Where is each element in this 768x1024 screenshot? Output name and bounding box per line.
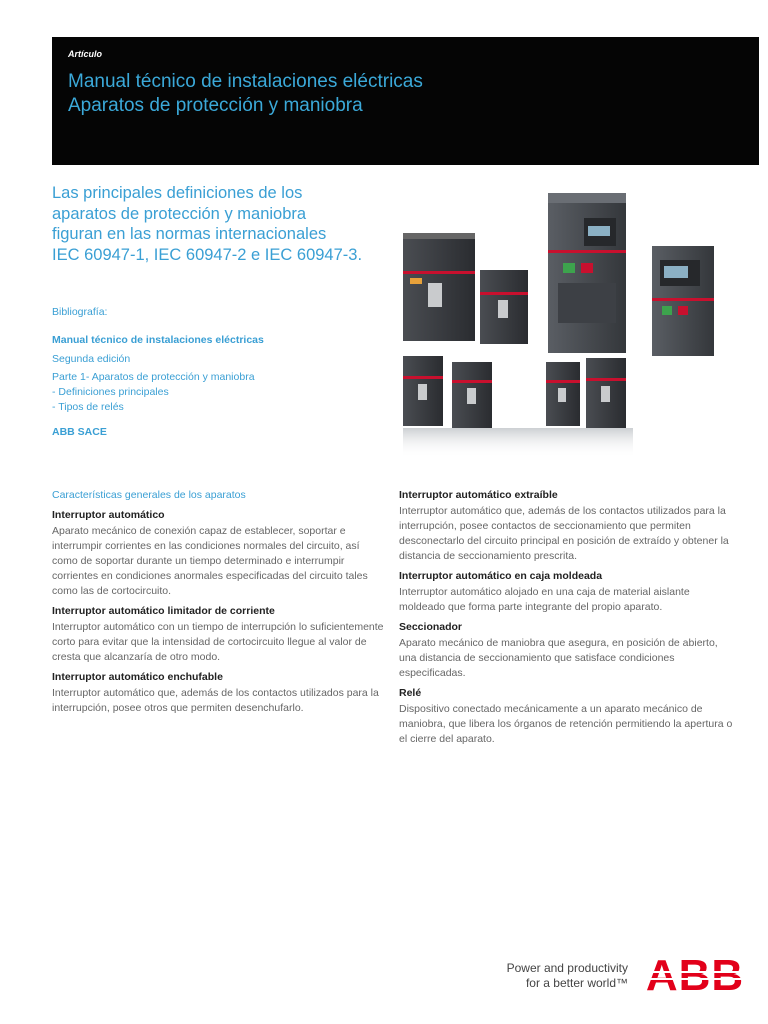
entry-heading: Interruptor automático	[52, 509, 165, 521]
lead-line: aparatos de protección y maniobra	[52, 204, 307, 223]
article-title-line2: Aparatos de protección y maniobra	[68, 95, 363, 116]
abb-logo	[645, 952, 745, 996]
slogan	[480, 961, 628, 991]
section-title: Características generales de los aparatos	[52, 489, 246, 501]
left-column	[52, 488, 387, 721]
floor-reflection	[403, 428, 633, 458]
bibliography-part: Parte 1- Aparatos de protección y maniobra	[52, 371, 255, 383]
bibliography-label: Bibliografía:	[52, 306, 108, 318]
lead-line: figuran en las normas internacionales	[52, 225, 327, 243]
article-kicker: Artículo	[68, 49, 103, 59]
mccb-large	[403, 233, 475, 341]
slogan-line1: Power and productivity	[506, 961, 628, 975]
acb-large	[548, 193, 626, 353]
entry-heading: Interruptor automático enchufable	[52, 671, 223, 683]
bibliography-book-title: Manual técnico de instalaciones eléctricas	[52, 334, 264, 346]
bibliography-item: - Definiciones principales	[52, 386, 169, 398]
lead-paragraph	[52, 183, 382, 265]
entry-heading: Relé	[399, 687, 422, 699]
mccb-medium	[480, 270, 528, 344]
mccb-small-row	[403, 356, 626, 428]
lead-line: IEC 60947-1, IEC 60947-2 e IEC 60947-3.	[52, 245, 363, 264]
bibliography-item: - Tipos de relés	[52, 401, 124, 413]
article-title-line1: Manual técnico de instalaciones eléctricas	[68, 71, 423, 92]
entry-heading: Interruptor automático extraíble	[399, 489, 558, 501]
entry-heading: Seccionador	[399, 621, 463, 633]
bibliography-edition: Segunda edición	[52, 353, 131, 365]
acb-right	[652, 246, 714, 356]
right-column	[399, 488, 734, 752]
entry-heading: Interruptor automático en caja moldeada	[399, 570, 603, 582]
circuit-breakers-image	[398, 188, 738, 463]
slogan-line2: for a better world™	[525, 976, 628, 990]
entry-body: Aparato mecánico de conexión capaz de establecer, soportar e interrumpir corrientes en las condiciones normales del circuito, así como de soportar durante un tiempo determinado e interrumpir corrientes en condiciones anormales especificadas del circuito tales como las de cortocircuito.	[52, 525, 368, 597]
entry-body: Interruptor automático que, además de los contactos utilizados para la interrupción, posee otros que permiten desenchufarlo.	[52, 687, 379, 714]
abb-logo-text: ABB	[645, 952, 745, 996]
entry-body: Aparato mecánico de maniobra que asegura, en posición de abierto, una distancia de seccionamiento que satisface condiciones especificadas.	[399, 637, 718, 679]
lead-line: Las principales definiciones de los	[52, 184, 303, 202]
entry-body: Interruptor automático con un tiempo de interrupción lo suficientemente corto para evitar que la intensidad de cortocircuito llegue al valor de cresta que alcanzaría de otro modo.	[52, 621, 384, 663]
entry-body: Dispositivo conectado mecánicamente a un aparato mecánico de maniobra, que libera los órganos de retención permitiendo la apertura o el cierre del aparato.	[399, 703, 733, 745]
entry-body: Interruptor automático que, además de los contactos utilizados para la interrupción, posee contactos de seccionamiento que permiten desconectarlo del circuito principal en posición de extraído y obtener la distancia de seccionamiento prescrita.	[399, 505, 729, 562]
entry-heading: Interruptor automático limitador de corriente	[52, 605, 275, 617]
entry-body: Interruptor automático alojado en una caja de material aislante moldeado que forma parte integrante del propio aparato.	[399, 586, 690, 613]
bibliography	[52, 306, 382, 438]
article-header	[52, 37, 759, 165]
bibliography-publisher: ABB SACE	[52, 426, 107, 438]
